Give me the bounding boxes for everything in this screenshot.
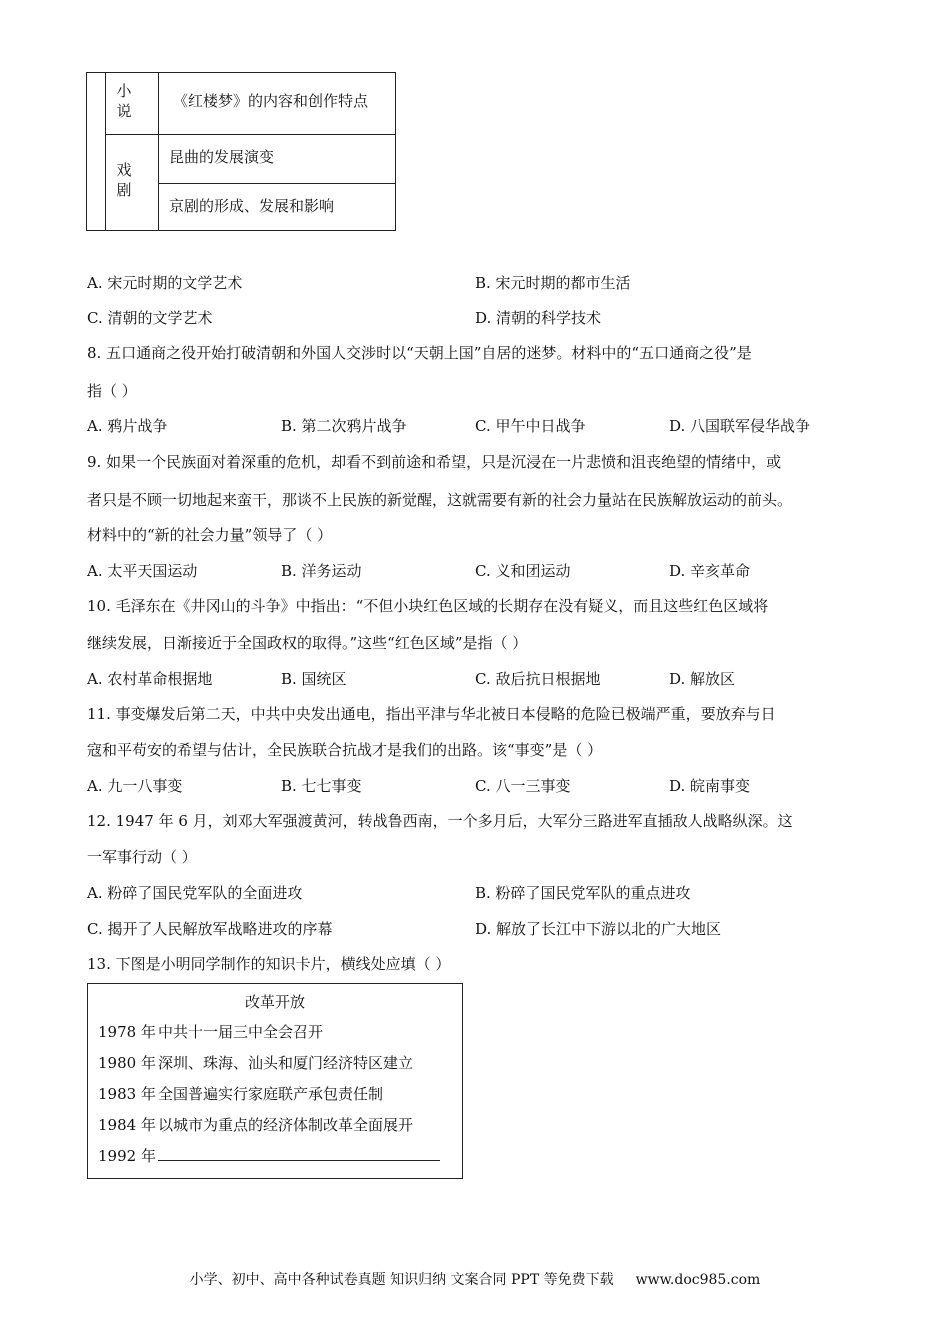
q7-option-c[interactable]: C. 清朝的文学艺术 bbox=[87, 309, 213, 327]
q9-option-d[interactable]: D. 辛亥革命 bbox=[669, 562, 751, 580]
footer-url[interactable]: www.doc985.com bbox=[635, 1272, 761, 1288]
q11-option-c[interactable]: C. 八一三事变 bbox=[475, 777, 571, 795]
knowledge-card bbox=[87, 983, 463, 1179]
q11-stem: 11. 事变爆发后第二天，中共中央发出通电，指出平津与华北被日本侵略的危险已极端严重，要放弃与日 bbox=[87, 705, 776, 723]
q10-option-b[interactable]: B. 国统区 bbox=[281, 670, 347, 688]
q11-option-d[interactable]: D. 皖南事变 bbox=[669, 777, 751, 795]
q10-stem: 10. 毛泽东在《井冈山的斗争》中指出：“不但小块红色区域的长期存在没有疑义，而且这些红色区域将 bbox=[87, 597, 769, 615]
q9-stem: 材料中的“新的社会力量”领导了（ ） bbox=[87, 526, 333, 544]
q9-option-c[interactable]: C. 义和团运动 bbox=[475, 562, 571, 580]
card-event bbox=[98, 1145, 440, 1166]
card-year: 1980 年 bbox=[98, 1054, 156, 1072]
card-year: 1984 年 bbox=[98, 1116, 156, 1134]
card-year: 1983 年 bbox=[98, 1085, 156, 1103]
answer-blank[interactable] bbox=[158, 1146, 440, 1161]
page-footer bbox=[0, 1269, 950, 1289]
q7-option-a[interactable]: A. 宋元时期的文学艺术 bbox=[87, 274, 243, 292]
card-title: 改革开放 bbox=[244, 993, 305, 1011]
table-divider bbox=[158, 73, 159, 230]
q12-stem: 12. 1947 年 6 月，刘邓大军强渡黄河，转战鲁西南，一个多月后，大军分三路进军直插敌人战略纵深。这 bbox=[87, 812, 793, 830]
q7-option-d[interactable]: D. 清朝的科学技术 bbox=[475, 309, 602, 327]
card-event-text: 以城市为重点的经济体制改革全面展开 bbox=[158, 1116, 414, 1134]
q9-stem: 9. 如果一个民族面对着深重的危机，却看不到前途和希望，只是沉浸在一片悲愤和沮丧绝望的情绪中，或 bbox=[87, 453, 782, 471]
q8-option-c[interactable]: C. 甲午中日战争 bbox=[475, 417, 586, 435]
card-event bbox=[98, 1021, 323, 1042]
table-divider bbox=[105, 73, 106, 230]
q7-option-b[interactable]: B. 宋元时期的都市生活 bbox=[475, 274, 631, 292]
card-event-text: 深圳、珠海、汕头和厦门经济特区建立 bbox=[158, 1054, 414, 1072]
q13-stem: 13. 下图是小明同学制作的知识卡片，横线处应填（ ） bbox=[87, 955, 451, 973]
table-category-drama: 戏剧 bbox=[116, 161, 132, 199]
q11-option-b[interactable]: B. 七七事变 bbox=[281, 777, 362, 795]
table-divider bbox=[158, 183, 395, 184]
q9-option-b[interactable]: B. 洋务运动 bbox=[281, 562, 362, 580]
card-event bbox=[98, 1083, 383, 1104]
q10-option-a[interactable]: A. 农村革命根据地 bbox=[87, 670, 213, 688]
q10-stem: 继续发展，日渐接近于全国政权的取得。”这些“红色区域”是指（ ） bbox=[87, 634, 528, 652]
knowledge-table bbox=[86, 72, 396, 231]
footer-text: 小学、初中、高中各种试卷真题 知识归纳 文案合同 PPT 等免费下载 bbox=[189, 1272, 614, 1288]
q8-stem: 指（ ） bbox=[87, 382, 137, 400]
q12-option-c[interactable]: C. 揭开了人民解放军战略进攻的序幕 bbox=[87, 920, 333, 938]
q11-stem: 寇和平苟安的希望与估计，全民族联合抗战才是我们的出路。该“事变”是（ ） bbox=[87, 741, 603, 759]
q8-stem: 8. 五口通商之役开始打破清朝和外国人交涉时以“天朝上国”自居的迷梦。材料中的“五口通商之役”是 bbox=[87, 344, 752, 362]
card-event bbox=[98, 1052, 413, 1073]
card-year: 1992 年 bbox=[98, 1147, 156, 1165]
card-event-text: 全国普遍实行家庭联产承包责任制 bbox=[158, 1085, 384, 1103]
table-category-novel: 小说 bbox=[116, 82, 132, 120]
q11-option-a[interactable]: A. 九一八事变 bbox=[87, 777, 183, 795]
q10-option-d[interactable]: D. 解放区 bbox=[669, 670, 736, 688]
card-event bbox=[98, 1114, 413, 1135]
q12-option-a[interactable]: A. 粉碎了国民党军队的全面进攻 bbox=[87, 884, 303, 902]
q8-option-a[interactable]: A. 鸦片战争 bbox=[87, 417, 168, 435]
card-event-text: 中共十一届三中全会召开 bbox=[158, 1023, 324, 1041]
table-item: 昆曲的发展演变 bbox=[169, 148, 275, 166]
q10-option-c[interactable]: C. 敌后抗日根据地 bbox=[475, 670, 601, 688]
q12-option-b[interactable]: B. 粉碎了国民党军队的重点进攻 bbox=[475, 884, 691, 902]
q12-option-d[interactable]: D. 解放了长江中下游以北的广大地区 bbox=[475, 920, 722, 938]
table-item: 《红楼梦》的内容和创作特点 bbox=[173, 92, 369, 110]
table-divider bbox=[105, 134, 395, 135]
table-item: 京剧的形成、发展和影响 bbox=[169, 197, 335, 215]
q12-stem: 一军事行动（ ） bbox=[87, 848, 197, 866]
q9-stem: 者只是不顾一切地起来蛮干，那谈不上民族的新觉醒，这就需要有新的社会力量站在民族解放运动的前头。 bbox=[87, 491, 793, 509]
q9-option-a[interactable]: A. 太平天国运动 bbox=[87, 562, 198, 580]
q8-option-b[interactable]: B. 第二次鸦片战争 bbox=[281, 417, 407, 435]
q8-option-d[interactable]: D. 八国联军侵华战争 bbox=[669, 417, 811, 435]
card-year: 1978 年 bbox=[98, 1023, 156, 1041]
